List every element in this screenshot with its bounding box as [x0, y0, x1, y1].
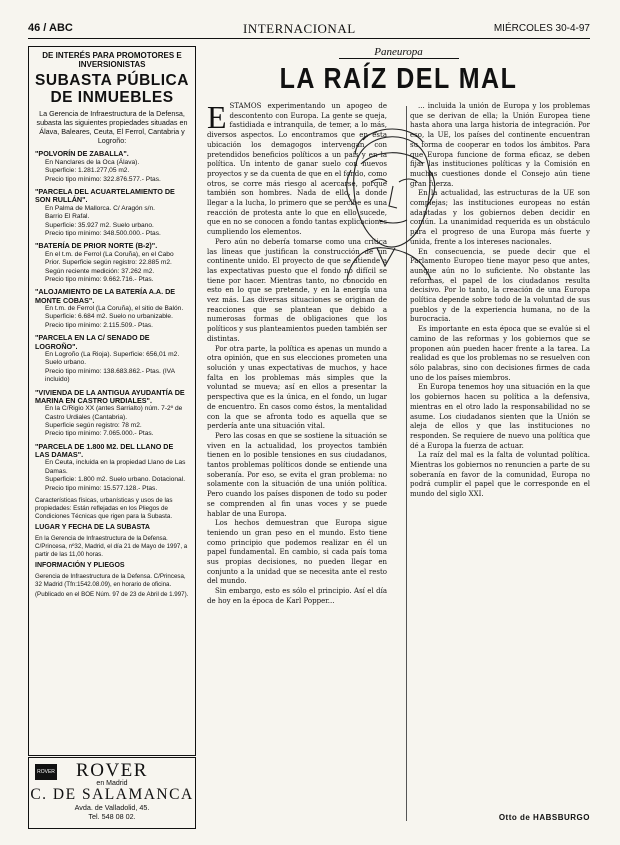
lot-detail: En t.m. de Ferrol (La Coruña), el sitio de Balón. [45, 304, 184, 312]
drop-cap: E [207, 99, 227, 135]
article-paragraph: En la actualidad, las estructuras de la UE son complejas; las instituciones europeas no están adaptadas y los gobiernos deben decidir en común. La unanimidad requerida es un obstáculo para el progreso de una Europa más fuerte y unida, frente a los intereses nacionales. [410, 189, 590, 246]
lot-list [35, 150, 189, 493]
boe-reference: (Publicado en el BOE Núm. 97 de 23 de Abril de 1.997). [35, 590, 189, 598]
lot-title: "PARCELA EN LA C/ SENADO DE LOGROÑO". [35, 333, 150, 351]
rover-logo: ROVER [35, 764, 57, 780]
article-paragraph: Es importante en esta época que se evalúe si el camino de las reformas y los gobiernos que se proponen aún pueden hacer frente a la tarea. La realidad es que los problemas no se resuelven con sólo palabras, sino con decisiones firmes de cada uno de los países miembros. [410, 325, 590, 382]
lot-detail: Precio tipo mínimo: 9.662.716.- Ptas. [45, 275, 154, 283]
auction-intro: La Gerencia de Infraestructura de la Defensa, subasta las siguientes propiedades situadas en Álava, Baleares, Ceuta, El Ferrol, Cantabria y Logroño: [36, 109, 188, 146]
lot-detail: En Logroño (La Rioja). Superficie: 656,01 m2. Suelo urbano. [45, 350, 180, 367]
article-paragraph: Por otra parte, la política es apenas un mundo a otra opinión, que en sus elecciones prometen una solución y unas expectativas de muchos, y hace falta en los problemas más simples que la voluntad se mueva; así en ellos a presentar la perspectiva que es la única, en el fondo, un lugar de encuentro. En casos como éstos, la mentalidad con la que se afronta todo es aquella que se perdería ante una situación vital. [207, 344, 387, 431]
article-paragraph: Pero las cosas en que se sostiene la situación se viven en la actualidad, los proyectos también tienen en lo posible tensiones en sus ciudadanos, tantos problemas políticos donde se entiende una soberanía. Por eso, se evita el gran problema: no solamente con la situación de una unión política. Pero cuando los países disponen de todo su poder se comprenden al fin unas voces y se puede hablar de una Europa. [207, 431, 387, 518]
lot-detail: Superficie: 1.281.277,05 m2. [45, 167, 130, 175]
lot-title: "PARCELA DEL ACUARTELAMIENTO DE SON RULLÁN". [35, 187, 175, 205]
article-paragraph: La raíz del mal es la falta de voluntad política. Mientras los gobiernos no renuncien a parte de su soberanía en favor de la comunidad, Europa no podrá cumplir el papel que le corresponde en el mundo del siglo XXI. [410, 451, 590, 499]
article-paragraph: Pero aún no debería tomarse como una crítica las lineas que justifican la construcción de un continente unido. El proyecto de que se atiende a las expectativas puesto que el fondo no difícil se tiene por hacer. Mientras tanto, no conocido en esto en lo que se pretende, y en la energía una vez más. Las diversas situaciones se originan de reacciones que se plantean que debido a numerosas formas de obligaciones que los políticos y sus planteamientos pueden también ser distintas. [207, 237, 387, 343]
lot-detail: Precio tipo mínimo: 2.115.509.- Ptas. [45, 321, 153, 329]
ad-dealer: C. DE SALAMANCA [30, 786, 194, 803]
article-paragraph: STAMOS experimentando un apogeo de descontento con Europa. La gente se queja, fastidiada e intranquila, de temer, a lo más, diversos aspectos. Lo encontramos que en esta ubicación los demagogos intervengan con pretendidos beneficios políticos a un país y en la política. Un intento de ganar suelo con nuevos proyectos y se da cuenta de que en el fondo, como otros, se corre más riesgo al acercarse, porque también son hombres. Nada de ello, a donde llegar a la lucha, lo primero que se percibe es una reacción de protesta ante lo que en ello sucede, que en no se conocen a fondo tantas explicaciones cumpliendo los elementos. [207, 102, 387, 237]
article-column-2 [410, 102, 590, 500]
column-2-text [410, 102, 590, 500]
lot-item [35, 334, 189, 384]
lot-item [35, 188, 189, 238]
lot-item [35, 389, 189, 439]
lot-detail: Precio tipo mínimo: 15.577.128.- Ptas. [45, 484, 158, 492]
lot-title: "PARCELA DE 1.800 M2. DEL LLANO DE LAS DAMAS". [35, 441, 174, 460]
lot-detail: En la C/Rigio XX (antes Sarrialto) núm. 7-2º de Castro Urdiales (Cantabria). [45, 405, 183, 421]
section-title: INTERNACIONAL [243, 21, 356, 36]
article-paragraph: Los hechos demuestran que Europa sigue teniendo un gran peso en el mundo. Esto tiene como principio que podemos realizar en él un papel fundamental. En cambio, si cada país toma sus propias decisiones, no pueden llegar en conjunto a la unidad que se necesita ante el resto del mundo. [207, 519, 387, 586]
place-title: LUGAR Y FECHA DE LA SUBASTA [35, 524, 150, 532]
lot-title: "POLVORÍN DE ZABALLA". [35, 149, 129, 159]
article-paragraph: ... incluida la unión de Europa y los problemas que se derivan de ella; la Unión Europea tiene hasta ahora una larga historia de integración. Por eso, la UE, los países del continente encuentran su forma de cooperar en todos los ámbitos. Para que Europa funcione de forma eficaz, se deben fijar las instituciones políticas y la Comisión en muchas cuestiones donde el Consejo aún tiene gran fuerza. [410, 102, 590, 188]
issue-date: MIÉRCOLES 30-4-97 [493, 23, 590, 34]
article-headline: LA RAÍZ DEL MAL [279, 62, 518, 96]
lot-detail: En el t.m. de Ferrol (La Coruña), en el Cabo Prior. Superficie según registro: 22.885 m2. Según reciente medición: 37.262 m2. [45, 250, 174, 275]
auction-note: Características físicas, urbanísticas y usos de las propiedades: Están reflejadas en los Pliegos de Condiciones Técnicas que rigen para la Subasta. [35, 497, 173, 521]
lot-detail: Superficie: 1.800 m2. Suelo urbano. Dotacional. [45, 476, 186, 484]
ad-city: en Madrid [96, 780, 128, 787]
lot-detail: En Palma de Mallorca. C/ Aragón s/n. [45, 204, 155, 212]
lot-item [35, 288, 189, 330]
article-paragraph: En consecuencia, se puede decir que el Parlamento Europeo tiene mayor peso que antes, aunque aún no lo suficiente. No obstante las reformas, el papel de los ciudadanos resulta decisivo. Por lo tanto, la creación de una Europa política depende sobre todo de la voluntad de sus pueblos y de la experiencia humana, no de la burocracia. [410, 247, 590, 324]
lot-title: "BATERÍA DE PRIOR NORTE (B-2)". [35, 241, 158, 251]
article-paragraph: Sin embargo, esto es sólo el principio. Así el día de hoy en la época de Karl Popper... [207, 587, 387, 605]
article-paragraph: En Europa tenemos hoy una situación en la que los gobiernos hacen su política a la defensiva, mientras en el otro lado la responsabilidad no se asume. Los ciudadanos sienten que la Unión se aleja de ellos y que las instituciones no responden. Se requiere de nuevo una política que dé a Europa la fuerza de actuar. [410, 383, 590, 450]
article-kicker: Paneuropa [339, 46, 459, 59]
info-text: Gerencia de Infraestructura de la Defensa. C/Princesa, 32 Madrid (Tfn:1542.08.09), en horario de oficina. [35, 573, 186, 589]
lot-item [35, 443, 189, 493]
author-byline: Otto de HABSBURGO [498, 813, 590, 822]
lot-detail: Precio tipo mínimo: 348.500.000.- Ptas. [45, 229, 161, 237]
page-number: 46 / ABC [28, 22, 73, 34]
opinion-article [207, 46, 590, 836]
lot-detail: Superficie: 35.927 m2. Suelo urbano. [45, 221, 154, 229]
lot-item [35, 150, 189, 184]
lot-title: "VIVIENDA DE LA ANTIGUA AYUDANTÍA DE MARINA EN CASTRO URDIALES". [35, 387, 185, 405]
rover-advertisement[interactable] [28, 757, 196, 829]
lot-detail: Precio tipo mínimo: 7.065.000.- Ptas. [45, 430, 154, 438]
lot-detail: Barrio El Rafal. [45, 213, 90, 221]
lot-detail: En Nanclares de la Oca (Álava). [45, 158, 140, 166]
ad-address: Avda. de Valladolid, 45. [74, 803, 150, 813]
auction-notice [28, 46, 196, 756]
lot-detail: Precio tipo mínimo: 322.876.577.- Ptas. [45, 175, 161, 183]
place-text: En la Gerencia de Infraestructura de la Defensa. C/Princesa, nº32, Madrid, el día 21 de Mayo de 1997, a partir de las 11,00 horas. [35, 535, 188, 559]
lot-detail: Precio tipo mínimo: 138.683.862.- Ptas. (IVA incluido) [45, 367, 175, 384]
auction-kicker: DE INTERÉS PARA PROMOTORES E INVERSIONISTAS [42, 51, 182, 70]
ad-phone: Tel. 548 08 02. [88, 812, 136, 822]
lot-detail: Superficie: 6.684 m2. Suelo no urbanizable. [45, 313, 173, 321]
lot-title: "ALOJAMIENTO DE LA BATERÍA A.A. DE MONTE COBAS". [35, 287, 176, 305]
lot-item [35, 242, 189, 284]
ad-brand: ROVER [76, 760, 148, 781]
lot-detail: Superficie según registro: 78 m2. [45, 422, 142, 430]
lot-detail: En Ceuta, incluida en la propiedad Llano de Las Damas. [45, 459, 186, 475]
page-header [28, 22, 590, 39]
auction-title: SUBASTA PÚBLICA DE INMUEBLES [35, 72, 189, 107]
info-title: INFORMACIÓN Y PLIEGOS [35, 562, 125, 570]
